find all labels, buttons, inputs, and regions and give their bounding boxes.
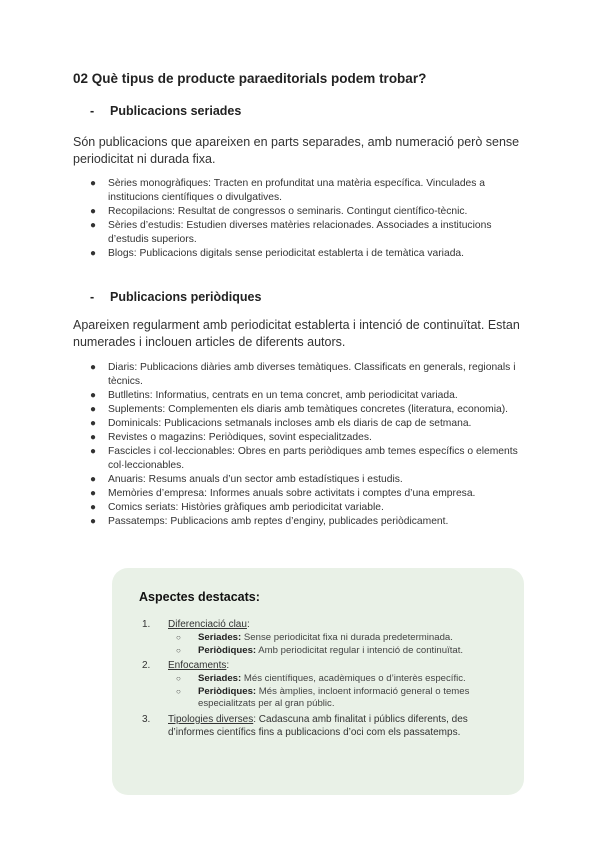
sub-list <box>168 673 502 711</box>
section-dash: - <box>90 290 95 304</box>
bullet-icon: ● <box>90 432 97 443</box>
bullet-icon: ● <box>90 516 97 527</box>
highlight-item: 1. Diferenciació clau: ○ Seriades: Sense periodicitat fixa ni durada predeterminada. ○ Periòdiques: Amb periodicitat regular i intenció de continuïtat. <box>142 618 502 657</box>
item-heading: Tipologies diverses <box>168 713 254 725</box>
bullet-icon: ● <box>90 178 97 189</box>
sub-item: ○ Periòdiques: Amb periodicitat regular i intenció de continuïtat. <box>176 644 464 656</box>
list-item: ● Suplements: Complementen els diaris amb temàtiques concretes (literatura, economia). <box>90 404 509 415</box>
section-title-periodiques <box>90 290 261 304</box>
list-item: ● Sèries monogràfiques: Tracten en profunditat una matèria específica. Vinculades a institucions científiques o divulgatives. <box>90 178 486 203</box>
section-intro-periodiques: Apareixen regularment amb periodicitat establerta i intenció de continuïtat. Estan numerades i inclouen articles de diferents autors. <box>73 318 520 349</box>
bullet-icon: ● <box>90 206 97 217</box>
highlight-item: 3. Tipologies diverses: Cadascuna amb finalitat i públics diferents, des d’informes científics fins a publicacions d’oci com els passatemps. <box>142 713 468 738</box>
list-item: ● Memòries d’empresa: Informes anuals sobre activitats i comptes d’una empresa. <box>90 488 476 499</box>
bullet-icon: ● <box>90 390 97 401</box>
sub-list <box>168 632 502 657</box>
sub-item: ○ Periòdiques: Més àmplies, incloent informació general o temes especialitzats per al gran públic. <box>176 685 470 709</box>
section-title-text: Publicacions seriades <box>110 104 242 118</box>
item-heading: Enfocaments <box>168 660 227 671</box>
bullet-icon: ● <box>90 488 97 499</box>
list-item: ● Anuaris: Resums anuals d’un sector amb estadístiques i estudis. <box>90 474 403 485</box>
list-item: ● Comics seriats: Històries gràfiques amb periodicitat variable. <box>90 502 384 513</box>
callout-title: Aspectes destacats: <box>139 590 260 604</box>
section-dash: - <box>90 104 95 118</box>
bullet-icon: ● <box>90 418 97 429</box>
bullet-icon: ● <box>90 474 97 485</box>
circle-bullet-icon: ○ <box>176 645 181 655</box>
bullet-list-periodiques <box>90 361 520 529</box>
list-item: ● Dominicals: Publicacions setmanals incloses amb els diaris de cap de setmana. <box>90 418 472 429</box>
bullet-icon: ● <box>90 248 97 259</box>
bullet-icon: ● <box>90 446 97 457</box>
item-heading: Diferenciació clau <box>168 619 247 630</box>
bullet-icon: ● <box>90 404 97 415</box>
sub-item: ○ Seriades: Més científiques, acadèmiques o d’interès específic. <box>176 673 466 684</box>
list-item: ● Diaris: Publicacions diàries amb diverses temàtiques. Classificats en generals, regionals i tècnics. <box>90 362 516 387</box>
highlights-callout <box>112 568 524 795</box>
list-item: ● Butlletins: Informatius, centrats en un tema concret, amb periodicitat variada. <box>90 390 458 401</box>
item-number: 1. <box>142 619 151 630</box>
list-item: ● Sèries d’estudis: Estudien diverses matèries relacionades. Associades a institucions d’estudis superiors. <box>90 220 492 245</box>
circle-bullet-icon: ○ <box>176 686 181 696</box>
bullet-icon: ● <box>90 362 97 373</box>
highlight-item: 2. Enfocaments: ○ Seriades: Més científiques, acadèmiques o d’interès específic. ○ Periòdiques: Més àmplies, incloent informació general o temes especialitzats per al gran públic. <box>142 659 502 711</box>
circle-bullet-icon: ○ <box>176 633 181 642</box>
list-item: ● Blogs: Publicacions digitals sense periodicitat establerta i de temàtica variada. <box>90 248 465 259</box>
highlights-list <box>142 618 502 739</box>
list-item: ● Revistes o magazins: Periòdiques, sovint especialitzades. <box>90 432 372 443</box>
page-title: 02 Què tipus de producte paraeditorials podem trobar? <box>73 71 427 86</box>
item-number: 2. <box>142 660 151 671</box>
section-title-text: Publicacions periòdiques <box>110 290 262 304</box>
bullet-list-seriades <box>90 177 520 261</box>
list-item: ● Passatemps: Publicacions amb reptes d’enginy, publicades periòdicament. <box>90 516 449 527</box>
item-number: 3. <box>142 713 151 725</box>
bullet-icon: ● <box>90 220 97 231</box>
list-item: ● Recopilacions: Resultat de congressos o seminaris. Contingut científico-tècnic. <box>90 206 468 217</box>
bullet-icon: ● <box>90 502 97 513</box>
sub-item: ○ Seriades: Sense periodicitat fixa ni durada predeterminada. <box>176 632 453 643</box>
section-intro-seriades: Són publicacions que apareixen en parts separades, amb numeració però sense periodicitat ni durada fixa. <box>73 135 520 166</box>
section-title-seriades <box>90 104 241 118</box>
list-item: ● Fascicles i col·leccionables: Obres en parts periòdiques amb temes específics o elements col·leccionables. <box>90 446 518 471</box>
circle-bullet-icon: ○ <box>176 674 181 683</box>
